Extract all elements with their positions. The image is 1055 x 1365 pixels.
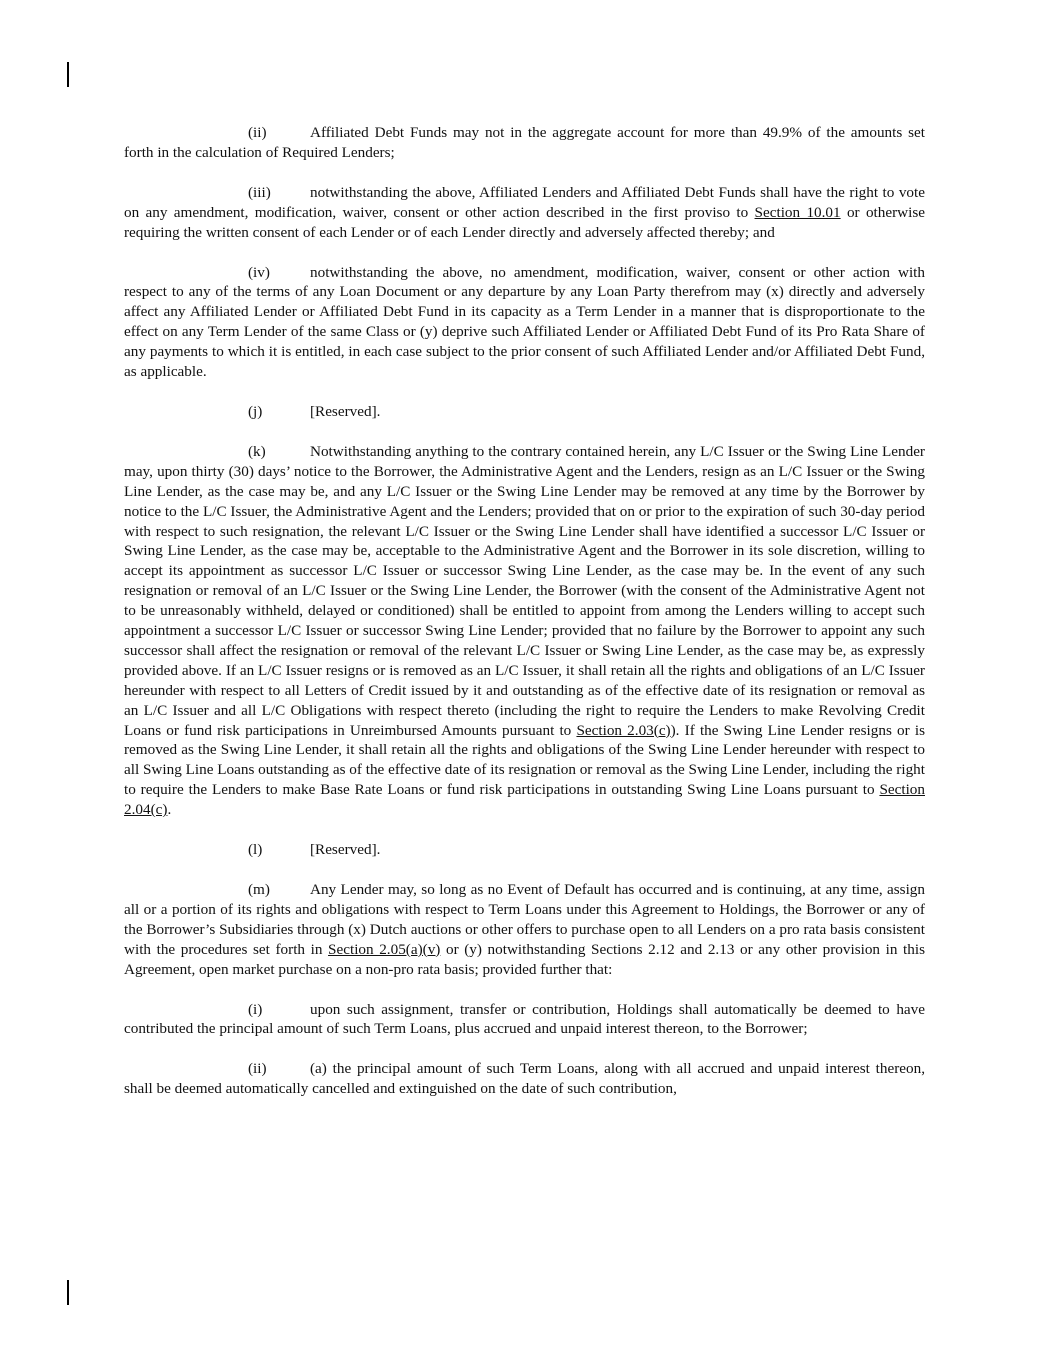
section-reference-link[interactable]: Section 10.01 — [754, 203, 841, 221]
clause-label: (ii) — [248, 124, 267, 141]
clause-j — [124, 402, 925, 422]
clause-iv — [124, 263, 925, 382]
clause-text: (a) the principal amount of such Term Loans, along with all accrued and unpaid interest thereon, shall be deemed automatically cancelled and extinguished on the date of such contribution, — [124, 1060, 925, 1098]
clause-label: (j) — [248, 402, 263, 420]
section-reference-link[interactable]: Section 2.03(c) — [576, 721, 671, 739]
clause-ii-affiliated-debt-funds — [124, 123, 925, 163]
section-reference-link[interactable]: Section 2.04(c) — [124, 781, 925, 819]
clause-m-ii — [124, 1059, 925, 1099]
clause-label: (l) — [248, 841, 263, 859]
change-bar-bottom — [67, 1280, 69, 1305]
clause-text: upon such assignment, transfer or contribution, Holdings shall automatically be deemed to have contributed the principal amount of such Term Loans, plus accrued and unpaid interest thereon, to the Borrower; — [124, 1000, 925, 1038]
clause-label: (iv) — [248, 263, 270, 281]
clause-label: (iii) — [248, 183, 271, 201]
clause-label: (k) — [248, 442, 266, 460]
section-reference-link[interactable]: Section 2.05(a)(v) — [328, 940, 441, 958]
change-bar-top — [67, 62, 69, 87]
clause-text: Notwithstanding anything to the contrary contained herein, any L/C Issuer or the Swing Line Lender may, upon thirty (30) days’ notice to the Borrower, the Administrative Agent and the Lenders, resign as an L/C Issuer or the Swing Line Lender, as the case may be, and any L/C Issuer or the Swing Line Lender may be removed at any time by the Borrower by notice to the L/C Issuer, the Administrative Agent and the Lenders; provided that on or prior to the expiration of such 30-day period with respect to such resignation, the relevant L/C Issuer or the Swing Line Lender shall have identified a successor L/C Issuer or Swing Line Lender, as the case may be, acceptable to the Administrative Agent and the Borrower in its sole discretion, willing to accept its appointment as successor L/C Issuer or successor Swing Line Lender, as the case may be. In the event of any such resignation or removal of an L/C Issuer or the Swing Line Lender, the Borrower (with the consent of the Administrative Agent not to be unreasonably withheld, delayed or conditioned) shall be entitled to appoint from among the Lenders willing to accept such appointment a successor L/C Issuer or successor Swing Line Lender; provided that no failure by the Borrower to appoint any such successor shall affect the resignation or removal of the relevant L/C Issuer or Swing Line Lender, as the case may be, as expressly provided above. If an L/C Issuer resigns or is removed as an L/C Issuer, it shall retain all the rights and obligations of an L/C Issuer hereunder with respect to all Letters of Credit issued by it and outstanding as of the effective date of its resignation or removal as an L/C Issuer and all L/C Obligations with respect thereto (including the right to require the Lenders to make Revolving Credit Loans or fund risk participations in Unreimbursed Amounts pursuant to — [124, 442, 925, 739]
clause-text: Any Lender may, so long as no Event of Default has occurred and is continuing, at any time, assign all or a portion of its rights and obligations with respect to Term Loans under this Agreement to Holdings, the Borrower or any of the Borrower’s Subsidiaries through (x) Dutch auctions or other offers to purchase open to all Lenders on a pro rata basis consistent with the procedures set forth in — [124, 881, 925, 958]
clause-label: (i) — [248, 1000, 263, 1018]
clause-text: Affiliated Debt Funds may not in the aggregate account for more than 49.9% of the amounts set forth in the calculation of Required Lenders; — [124, 124, 925, 161]
clause-iii — [124, 183, 925, 243]
clause-text: [Reserved]. — [310, 402, 381, 420]
clause-label: (m) — [248, 881, 270, 898]
document-page — [124, 123, 925, 1099]
clause-text: [Reserved]. — [310, 841, 381, 859]
clause-text: . — [167, 801, 172, 819]
clause-label: (ii) — [248, 1060, 267, 1078]
clause-text: notwithstanding the above, Affiliated Lenders and Affiliated Debt Funds shall have the right to vote on any amendment, modification, waiver, consent or other action described in the first proviso to — [124, 183, 925, 221]
clause-text: notwithstanding the above, no amendment, modification, waiver, consent or other action with respect to any of the terms of any Loan Document or any departure by any Loan Party therefrom may (x) directly and adversely affect any Affiliated Lender or Affiliated Debt Fund in its capacity as a Term Lender in a manner that is disproportionate to the effect on any Term Lender of the same Class or (y) deprive such Affiliated Lender or Affiliated Debt Fund of its Pro Rata Share of any payments to which it is entitled, in each case subject to the prior consent of such Affiliated Lender and/or Affiliated Debt Fund, as applicable. — [124, 263, 925, 381]
clause-k — [124, 442, 925, 820]
clause-text: or otherwise requiring the written consent of each Lender or of each Lender directly and adversely affected thereby; and — [124, 203, 926, 241]
clause-text: or (y) notwithstanding Sections 2.12 and 2.13 or any other provision in this Agreement, open market purchase on a non-pro rata basis; provided further that: — [124, 940, 925, 978]
clause-l — [124, 840, 925, 860]
clause-m-i — [124, 1000, 925, 1040]
clause-m — [124, 880, 925, 980]
clause-text: ). If the Swing Line Lender resigns or is removed as the Swing Line Lender, it shall retain all the rights and obligations of the Swing Line Lender hereunder with respect to all Swing Line Loans outstanding as of the effective date of its resignation or removal as the Swing Line Lender, including the right to require the Lenders to make Base Rate Loans or fund risk participations in outstanding Swing Line Loans pursuant to — [124, 721, 925, 799]
